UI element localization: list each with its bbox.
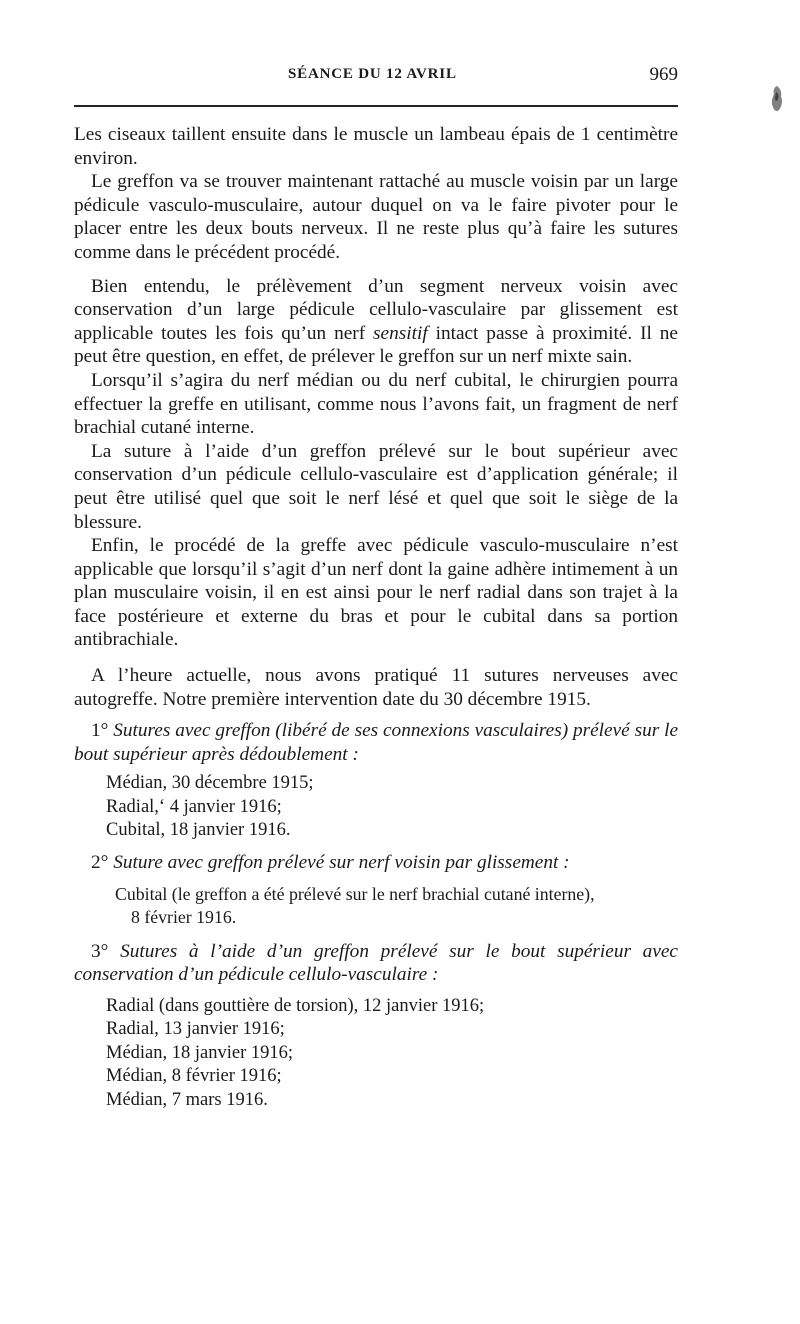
section-number: 1° xyxy=(91,720,109,742)
section-heading-2 xyxy=(74,851,678,875)
paragraph-text: intact passe à proximité. Il ne peut être question, en effet, de prélever le greffon sur un nerf mixte sain. xyxy=(74,322,678,368)
section-number: 3° xyxy=(91,940,109,962)
section-title: Suture avec greffon prélevé sur nerf voisin par glissement : xyxy=(113,851,570,873)
running-title: SÉANCE DU 12 AVRIL xyxy=(288,66,457,82)
list-item: Médian, 18 janvier 1916; xyxy=(106,1042,294,1063)
paragraph xyxy=(74,275,678,369)
list-item: Médian, 7 mars 1916. xyxy=(106,1089,268,1110)
paragraph-text: Bien entendu, le prélèvement d’un segment nerveux voisin avec conservation d’un large pédicule cellulo-vasculaire par glissement est applicable toutes les fois qu’un nerf xyxy=(74,275,678,344)
section-title: Sutures à l’aide d’un greffon prélevé sur le bout supérieur avec conservation d’un pédicule cellulo-vasculaire : xyxy=(74,940,678,986)
section-title: Sutures avec greffon (libéré de ses connexions vasculaires) prélevé sur le bout supérieur après dédoublement : xyxy=(74,720,679,765)
page-header xyxy=(74,64,678,88)
ink-blot-mark xyxy=(770,84,784,114)
case-list-1 xyxy=(106,772,678,843)
paragraph: La suture à l’aide d’un greffon prélevé sur le bout supérieur avec conservation d’un pédicule cellulo-vasculaire est d’application générale; il peut être utilisé quel que soit le nerf lésé et quel que soit le siège de la blessure. xyxy=(74,440,678,533)
list-item: Médian, 8 février 1916; xyxy=(106,1066,282,1087)
paragraph: Lorsqu’il s’agira du nerf médian ou du nerf cubital, le chirurgien pourra effectuer la greffe en utilisant, comme nous l’avons fait, un fragment de nerf brachial cutané interne. xyxy=(74,369,678,439)
case-list-3 xyxy=(106,995,678,1113)
page xyxy=(74,0,678,1324)
header-rule xyxy=(74,105,678,107)
paragraph: A l’heure actuelle, nous avons pratiqué 11 sutures nerveuses avec autogreffe. Notre première intervention date du 30 décembre 1915. xyxy=(74,665,678,710)
list-item: Médian, 30 décembre 1915; xyxy=(106,773,314,794)
section-heading-1 xyxy=(74,719,678,766)
section-number: 2° xyxy=(91,851,109,873)
list-item: Cubital (le greffon a été prélevé sur le nerf brachial cutané interne), xyxy=(115,883,595,904)
list-item-continuation: 8 février 1916. xyxy=(131,907,237,928)
body-text xyxy=(74,123,678,1112)
section-heading-3 xyxy=(74,940,678,987)
list-item: Cubital, 18 janvier 1916. xyxy=(106,820,291,841)
list-item: Radial (dans gouttière de torsion), 12 janvier 1916; xyxy=(106,995,485,1016)
paragraph: Les ciseaux taillent ensuite dans le muscle un lambeau épais de 1 centimètre environ. xyxy=(74,124,678,169)
paragraph: Le greffon va se trouver maintenant rattaché au muscle voisin par un large pédicule vasculo-musculaire, autour duquel on va le faire pivoter pour le placer entre les deux bouts nerveux. Il ne reste plus qu’à faire les sutures comme dans le précédent procédé. xyxy=(74,171,678,263)
list-item: Radial,ʻ 4 janvier 1916; xyxy=(106,796,282,817)
emphasis-text: sensitif xyxy=(373,322,428,344)
page-number: 969 xyxy=(649,64,678,85)
case-list-2 xyxy=(115,883,678,930)
paragraph: Enfin, le procédé de la greffe avec pédicule vasculo-musculaire n’est applicable que lorsqu’il s’agit d’un nerf dont la gaine adhère intimement à un plan musculaire voisin, il en est ainsi pour le nerf radial dans son trajet à la face postérieure et externe du bras et pour le cubital dans sa portion antibrachiale. xyxy=(74,535,678,651)
list-item: Radial, 13 janvier 1916; xyxy=(106,1019,285,1040)
